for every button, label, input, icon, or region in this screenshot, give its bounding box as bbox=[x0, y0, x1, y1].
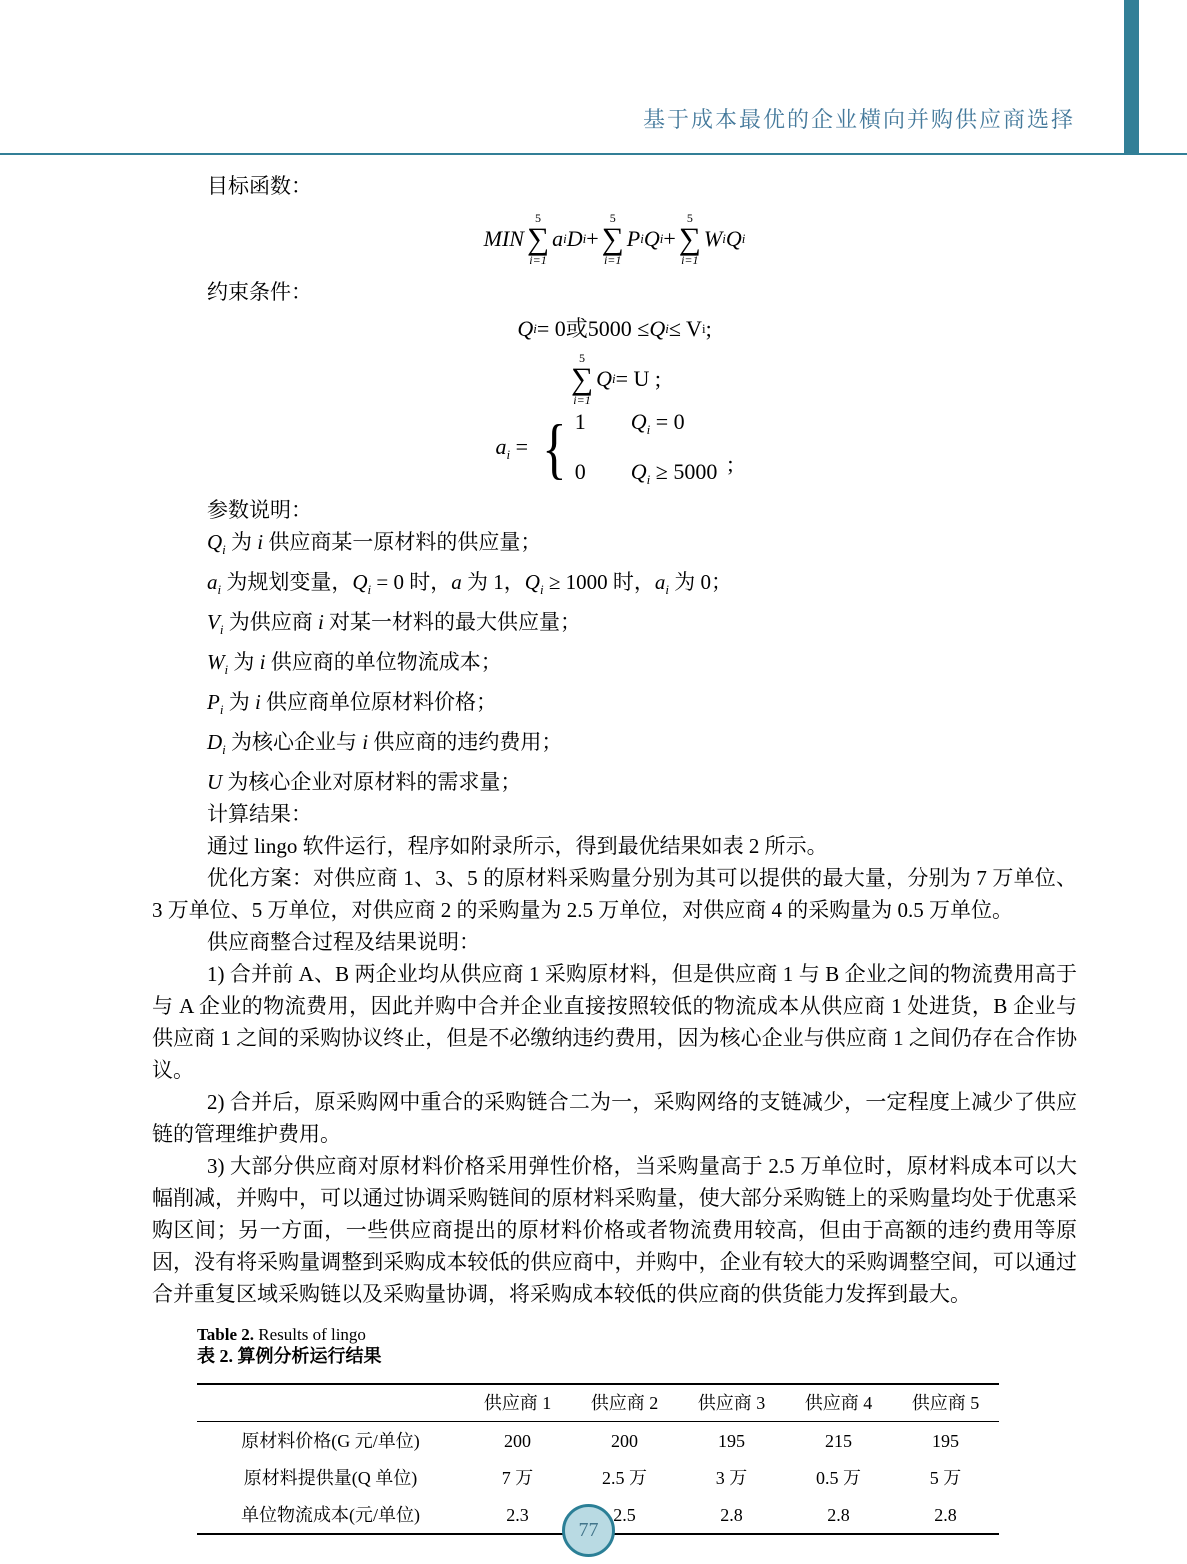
point-2-paragraph: 2) 合并后，原采购网中重合的采购链合二为一，采购网络的支链减少，一定程度上减少了供应链的管理维护费用。 bbox=[152, 1090, 1077, 1146]
cases-condition: $Q_i \ge 5000$ bbox=[630, 459, 718, 487]
constraint-formula-3 bbox=[152, 409, 1077, 488]
brace-glyph: { bbox=[542, 410, 567, 486]
params-label: 参数说明： bbox=[207, 498, 312, 522]
cell: 200 bbox=[504, 1430, 531, 1451]
cell: 2.5 bbox=[613, 1504, 636, 1525]
cell: 2.3 bbox=[506, 1504, 529, 1525]
table-caption-en-number: Table 2. bbox=[197, 1325, 255, 1344]
table-caption-en bbox=[197, 1324, 999, 1345]
row-label: 单位物流成本(元/单位) bbox=[241, 1504, 420, 1525]
table-section bbox=[197, 1324, 999, 1535]
cases-condition: $Q_i = 0$ bbox=[630, 409, 685, 437]
cell: 195 bbox=[718, 1430, 745, 1451]
cases-row bbox=[575, 406, 718, 446]
param-line: $Q_i$ 为 i 供应商某一原材料的供应量； bbox=[207, 530, 542, 557]
cell: 2.8 bbox=[827, 1504, 850, 1525]
cell: 0.5 万 bbox=[816, 1467, 861, 1488]
col-header-supplier-1: 供应商 1 bbox=[464, 1384, 571, 1422]
point-1-paragraph: 1) 合并前 A、B 两企业均从供应商 1 采购原材料，但是供应商 1 与 B 企业之间的物流费用高于与 A 企业的物流费用，因此并购中合并企业直接按照较低的物流成本从供应商 1 处进货，B 企业与供应商 1 之间的采购协议终止，但是不必缴纳违约费用，因为核心企业与供应商 1 之间仍存在合作协议。 bbox=[152, 962, 1077, 1082]
cases-column bbox=[575, 406, 718, 496]
param-line: $D_i$ 为核心企业与 i 供应商的违约费用； bbox=[207, 730, 563, 757]
table-corner-cell bbox=[197, 1384, 464, 1422]
table-caption-zh bbox=[197, 1345, 999, 1368]
cases-lhs: $a_i$ = bbox=[495, 434, 529, 462]
cell: 5 万 bbox=[929, 1467, 962, 1488]
cases-row bbox=[575, 456, 718, 496]
col-header-supplier-5: 供应商 5 bbox=[892, 1384, 999, 1422]
header-rule bbox=[0, 153, 1187, 155]
col-header-supplier-4: 供应商 4 bbox=[785, 1384, 892, 1422]
cell: 2.5 万 bbox=[602, 1467, 647, 1488]
cases-value: 1 bbox=[574, 409, 586, 434]
cases-suffix: ; bbox=[727, 451, 734, 476]
param-line: $P_i$ 为 i 供应商单位原材料价格； bbox=[207, 690, 498, 717]
document-body bbox=[152, 170, 1077, 1535]
constraint-formula-2: 5 ∑ i=1 Q i = U ; bbox=[570, 350, 662, 407]
process-label: 供应商整合过程及结果说明： bbox=[207, 930, 480, 954]
param-line: $a_i$ 为规划变量，$Q_i = 0$ 时，a 为 1，$Q_i \ge 1000$ 时，$a_i$ 为 0； bbox=[207, 570, 732, 597]
cell: 2.8 bbox=[720, 1504, 743, 1525]
cell: 195 bbox=[932, 1430, 959, 1451]
running-head-title: 基于成本最优的企业横向并购供应商选择 bbox=[642, 107, 1075, 132]
param-line: $W_i$ 为 i 供应商的单位物流成本； bbox=[207, 650, 502, 677]
calc-label: 计算结果： bbox=[207, 802, 312, 826]
cell: 7 万 bbox=[501, 1467, 534, 1488]
point-3-paragraph: 3) 大部分供应商对原材料价格采用弹性价格，当采购量高于 2.5 万单位时，原材料成本可以大幅削减，并购中，可以通过协调采购链间的原材料采购量，使大部分采购链上的采购量均处于优惠采购区间；另一方面，一些供应商提出的原材料价格或者物流费用较高，但由于高额的违约费用等原因，没有将采购量调整到采购成本较低的供应商中，并购中，企业有较大的采购调整空间，可以通过合并重复区域采购链以及采购量协调，将采购成本较低的供应商的供货能力发挥到最大。 bbox=[152, 1154, 1077, 1306]
table-caption-en-text: Results of lingo bbox=[254, 1325, 366, 1344]
col-header-supplier-2: 供应商 2 bbox=[571, 1384, 678, 1422]
cell: 3 万 bbox=[715, 1467, 748, 1488]
cell: 200 bbox=[611, 1430, 638, 1451]
objective-label: 目标函数： bbox=[207, 174, 312, 198]
cell: 215 bbox=[825, 1430, 852, 1451]
constraints-label: 约束条件： bbox=[207, 280, 312, 304]
cases-value: 0 bbox=[574, 459, 586, 484]
constraint-formula-1: Q i = 0 或 5000 ≤ Q i ≤ V i ; bbox=[517, 316, 712, 341]
col-header-supplier-3: 供应商 3 bbox=[678, 1384, 785, 1422]
table-caption-zh-number: 表 2. bbox=[197, 1346, 233, 1366]
page-number: 77 bbox=[578, 1519, 599, 1541]
param-line: $V_i$ 为供应商 i 对某一材料的最大供应量； bbox=[207, 610, 582, 637]
page-number-badge bbox=[562, 1504, 615, 1557]
optimization-paragraph: 优化方案：对供应商 1、3、5 的原材料采购量分别为其可以提供的最大量，分别为 7 万单位、3 万单位、5 万单位，对供应商 2 的采购量为 2.5 万单位，对供应商 4 的采购量为 0.5 万单位。 bbox=[152, 866, 1077, 922]
calc-text: 通过 lingo 软件运行，程序如附录所示，得到最优结果如表 2 所示。 bbox=[207, 834, 828, 858]
row-label: 原材料提供量(Q 单位) bbox=[243, 1467, 418, 1488]
cell: 2.8 bbox=[934, 1504, 957, 1525]
row-label: 原材料价格(G 元/单位) bbox=[241, 1430, 420, 1451]
table-caption-zh-text: 算例分析运行结果 bbox=[233, 1346, 382, 1366]
header-accent-bar bbox=[1124, 0, 1139, 155]
objective-formula: MIN 5 ∑ i=1 a i D i + 5 ∑ i=1 P i Q i + 5 ∑ i=1 W i Q i bbox=[483, 210, 746, 267]
table-header-row bbox=[197, 1384, 999, 1422]
param-line: U 为核心企业对原材料的需求量； bbox=[207, 770, 522, 794]
table-row bbox=[197, 1422, 999, 1460]
table-row bbox=[197, 1459, 999, 1496]
